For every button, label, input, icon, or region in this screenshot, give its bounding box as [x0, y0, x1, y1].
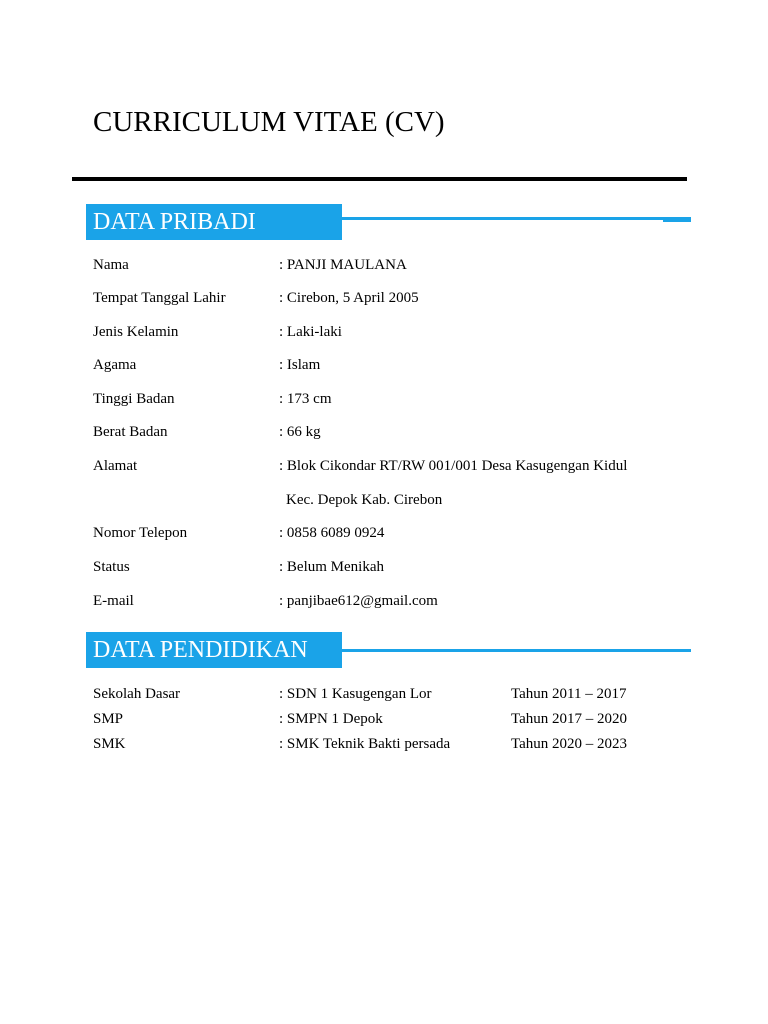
title-divider — [72, 177, 687, 181]
field-label: Nomor Telepon — [93, 525, 188, 541]
field-label: Tinggi Badan — [93, 391, 175, 407]
school-years: Tahun 2017 – 2020 — [511, 711, 628, 727]
field-value: : Laki-laki — [279, 324, 342, 340]
field-label: Berat Badan — [93, 424, 168, 440]
field-label: E-mail — [93, 593, 134, 609]
field-label: Jenis Kelamin — [93, 324, 179, 340]
field-value: : Belum Menikah — [279, 559, 384, 575]
school-level: Sekolah Dasar — [93, 686, 181, 702]
field-value: : 0858 6089 0924 — [279, 525, 385, 541]
field-value-continuation: Kec. Depok Kab. Cirebon — [286, 492, 443, 508]
section-header-personal — [86, 204, 691, 240]
field-value: : 173 cm — [279, 391, 332, 407]
personal-row-religion — [93, 355, 693, 375]
education-row-sd — [93, 684, 693, 704]
school-name: : SMK Teknik Bakti persada — [279, 736, 451, 752]
personal-row-email — [93, 591, 693, 611]
school-name: : SMPN 1 Depok — [279, 711, 383, 727]
personal-row-address-continued — [93, 490, 693, 510]
field-label: Nama — [93, 257, 129, 273]
school-name: : SDN 1 Kasugengan Lor — [279, 686, 432, 702]
field-value: : Cirebon, 5 April 2005 — [279, 290, 419, 306]
field-label: Alamat — [93, 458, 138, 474]
education-row-smp — [93, 709, 693, 729]
personal-row-status — [93, 557, 693, 577]
field-value: : PANJI MAULANA — [279, 257, 407, 273]
section-underline — [342, 649, 691, 652]
section-underline — [342, 217, 691, 220]
personal-row-phone — [93, 523, 693, 543]
personal-row-birth — [93, 288, 693, 308]
section-underline-end — [663, 219, 691, 222]
school-level: SMP — [93, 711, 124, 727]
education-row-smk — [93, 734, 693, 754]
field-label: Tempat Tanggal Lahir — [93, 290, 226, 306]
field-value: : Blok Cikondar RT/RW 001/001 Desa Kasugengan Kidul — [279, 458, 628, 474]
school-level: SMK — [93, 736, 126, 752]
school-years: Tahun 2011 – 2017 — [511, 686, 627, 702]
section-header-education — [86, 632, 691, 668]
personal-row-height — [93, 389, 693, 409]
field-label: Agama — [93, 357, 137, 373]
field-value: : 66 kg — [279, 424, 321, 440]
personal-row-nama — [93, 255, 693, 275]
field-label: Status — [93, 559, 130, 575]
section-heading: DATA PRIBADI — [93, 209, 256, 235]
field-value: : Islam — [279, 357, 321, 373]
personal-row-weight — [93, 422, 693, 442]
school-years: Tahun 2020 – 2023 — [511, 736, 628, 752]
page-title: CURRICULUM VITAE (CV) — [93, 106, 445, 138]
section-heading: DATA PENDIDIKAN — [93, 637, 308, 663]
section-header-box — [86, 204, 342, 240]
personal-row-address — [93, 456, 693, 476]
field-value: : panjibae612@gmail.com — [279, 593, 438, 609]
personal-row-gender — [93, 322, 693, 342]
section-header-box — [86, 632, 342, 668]
